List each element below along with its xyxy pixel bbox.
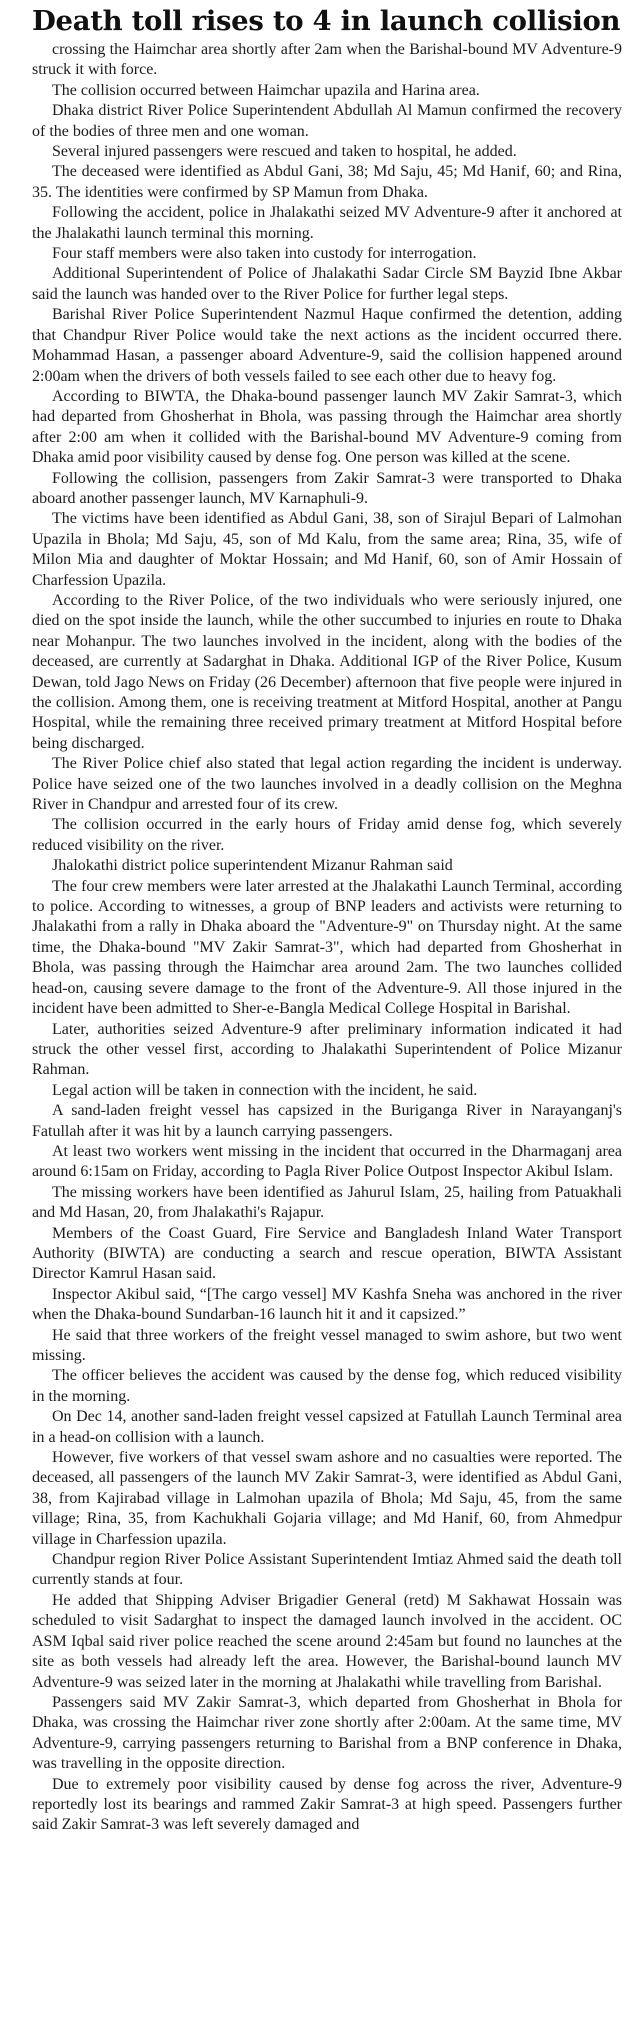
article-paragraph: Barishal River Police Superintendent Nazmul Haque confirmed the detention, adding that Chandpur River Police would take the next actions as the incident occurred there. Mohammad Hasan, a passenger aboard Adventure-9, said the collision happened around 2:00am when the drivers of both vessels failed to see each other due to heavy fog.: [32, 306, 622, 385]
article-paragraph: According to BIWTA, the Dhaka-bound passenger launch MV Zakir Samrat-3, which had departed from Ghosherhat in Bhola, was passing through the Haimchar area shortly after 2:00 am when it collided with the Barishal-bound MV Adventure-9 coming from Dhaka amid poor visibility caused by dense fog. One person was killed at the scene.: [32, 387, 622, 467]
article-body: [32, 40, 622, 1836]
article-paragraph: The four crew members were later arrested at the Jhalakathi Launch Terminal, according to police. According to witnesses, a group of BNP leaders and activists were returning to Jhalakathi from a rally in Dhaka aboard the "Adventure-9" on Thursday night. At the same time, the Dhaka-bound "MV Zakir Samrat-3", which had departed from Ghosherhat in Bhola, was passing through the Haimchar area around 2am. The two launches collided head-on, causing severe damage to the front of the Adventure-9. All those injured in the incident have been admitted to Sher-e-Bangla Medical College Hospital in Barishal.: [32, 877, 622, 1018]
headline: Death toll rises to 4 in launch collision: [32, 5, 621, 37]
article-paragraph: He added that Shipping Adviser Brigadier General (retd) M Sakhawat Hossain was scheduled to visit Sadarghat to inspect the damaged launch involved in the accident. OC ASM Iqbal said river police reached the scene around 2:45am but found no launches at the site as both vessels had already left the area. However, the Barishal-bound launch MV Adventure-9 was seized later in the morning at Jhalakathi while travelling from Barishal.: [32, 1591, 622, 1691]
article-paragraph: The deceased were identified as Abdul Gani, 38; Md Saju, 45; Md Hanif, 60; and Rina, 35. The identities were confirmed by SP Mamun from Dhaka.: [32, 163, 622, 201]
article-paragraph: The River Police chief also stated that legal action regarding the incident is underway. Police have seized one of the two launches involved in a deadly collision on the Meghna River in Chandpur and arrested four of its crew.: [32, 755, 622, 814]
article-paragraph: The officer believes the accident was caused by the dense fog, which reduced visibility in the morning.: [32, 1367, 622, 1405]
article-paragraph: The collision occurred between Haimchar upazila and Harina area.: [52, 81, 480, 99]
article-paragraph: However, five workers of that vessel swam ashore and no casualties were reported. The deceased, all passengers of the launch MV Zakir Samrat-3, were identified as Abdul Gani, 38, from Kajirabad village in Lalmohan upazila of Bhola; Md Saju, 45, from the same village; Rina, 35, from Kachukhali Gojaria village; and Md Hanif, 60, from Ahmedpur village in Charfession upazila.: [32, 1449, 622, 1548]
article-paragraph: A sand-laden freight vessel has capsized in the Buriganga River in Narayanganj's Fatullah after it was hit by a launch carrying passengers.: [32, 1102, 622, 1140]
article-paragraph: Jhalokathi district police superintendent Mizanur Rahman said: [52, 857, 453, 875]
article-paragraph: Inspector Akibul said, “[The cargo vessel] MV Kashfa Sneha was anchored in the river when the Dhaka-bound Sundarban-16 launch hit it and it capsized.”: [32, 1285, 622, 1324]
article-paragraph: Following the accident, police in Jhalakathi seized MV Adventure-9 after it anchored at the Jhalakathi launch terminal this morning.: [32, 204, 622, 242]
article-paragraph: He said that three workers of the freight vessel managed to swim ashore, but two went missing.: [32, 1326, 622, 1364]
article-paragraph: Chandpur region River Police Assistant Superintendent Imtiaz Ahmed said the death toll currently stands at four.: [32, 1551, 622, 1589]
article-paragraph: On Dec 14, another sand-laden freight vessel capsized at Fatullah Launch Terminal area in a head-on collision with a launch.: [32, 1408, 622, 1446]
article-paragraph: Additional Superintendent of Police of Jhalakathi Sadar Circle SM Bayzid Ibne Akbar said the launch was handed over to the River Police for further legal steps.: [32, 265, 622, 303]
article-paragraph: Due to extremely poor visibility caused by dense fog across the river, Adventure-9 reportedly lost its bearings and rammed Zakir Samrat-3 at high speed. Passengers further said Zakir Samrat-3 was left severely damaged and: [32, 1775, 622, 1834]
article-paragraph: Members of the Coast Guard, Fire Service and Bangladesh Inland Water Transport Authority (BIWTA) are conducting a search and rescue operation, BIWTA Assistant Director Kamrul Hasan said.: [32, 1224, 622, 1283]
article-paragraph: At least two workers went missing in the incident that occurred in the Dharmaganj area around 6:15am on Friday, according to Pagla River Police Outpost Inspector Akibul Islam.: [32, 1142, 622, 1181]
article-paragraph: According to the River Police, of the two individuals who were seriously injured, one died on the spot inside the launch, while the other succumbed to injuries en route to Dhaka near Mohanpur. The two launches involved in the incident, along with the bodies of the deceased, are currently at Sadarghat in Dhaka. Additional IGP of the River Police, Kusum Dewan, told Jago News on Friday (26 December) afternoon that five people were injured in the collision. Among them, one is receiving treatment at Mitford Hospital, another at Pangu Hospital, while the remaining three received primary treatment at Mitford Hospital before being discharged.: [32, 591, 622, 752]
article-paragraph: Later, authorities seized Adventure-9 after preliminary information indicated it had struck the other vessel first, according to Jhalakathi Superintendent of Police Mizanur Rahman.: [32, 1020, 622, 1079]
article-paragraph: Several injured passengers were rescued and taken to hospital, he added.: [52, 143, 517, 161]
article-paragraph: Dhaka district River Police Superintendent Abdullah Al Mamun confirmed the recovery of the bodies of three men and one woman.: [32, 102, 622, 140]
article-paragraph: The victims have been identified as Abdul Gani, 38, son of Sirajul Bepari of Lalmohan Upazila in Bhola; Md Saju, 45, son of Md Kalu, from the same area; Rina, 35, wife of Milon Mia and daughter of Moktar Hossain; and Md Hanif, 60, son of Amir Hossain of Charfession Upazila.: [32, 510, 622, 589]
article-paragraph: Following the collision, passengers from Zakir Samrat-3 were transported to Dhaka aboard another passenger launch, MV Karnaphuli-9.: [32, 469, 622, 507]
article-paragraph: crossing the Haimchar area shortly after 2am when the Barishal-bound MV Adventure-9 struck it with force.: [32, 41, 622, 79]
article-paragraph: Legal action will be taken in connection with the incident, he said.: [52, 1081, 478, 1099]
article-paragraph: The missing workers have been identified as Jahurul Islam, 25, hailing from Patuakhali and Md Hasan, 20, from Jhalakathi's Rajapur.: [32, 1183, 622, 1222]
article-paragraph: The collision occurred in the early hours of Friday amid dense fog, which severely reduced visibility on the river.: [32, 816, 622, 854]
article-paragraph: Passengers said MV Zakir Samrat-3, which departed from Ghosherhat in Bhola for Dhaka, was crossing the Haimchar river zone shortly after 2:00am. At the same time, MV Adventure-9, carrying passengers returning to Barishal from a BNP conference in Dhaka, was travelling in the opposite direction.: [32, 1693, 622, 1773]
article-paragraph: Four staff members were also taken into custody for interrogation.: [52, 245, 477, 263]
